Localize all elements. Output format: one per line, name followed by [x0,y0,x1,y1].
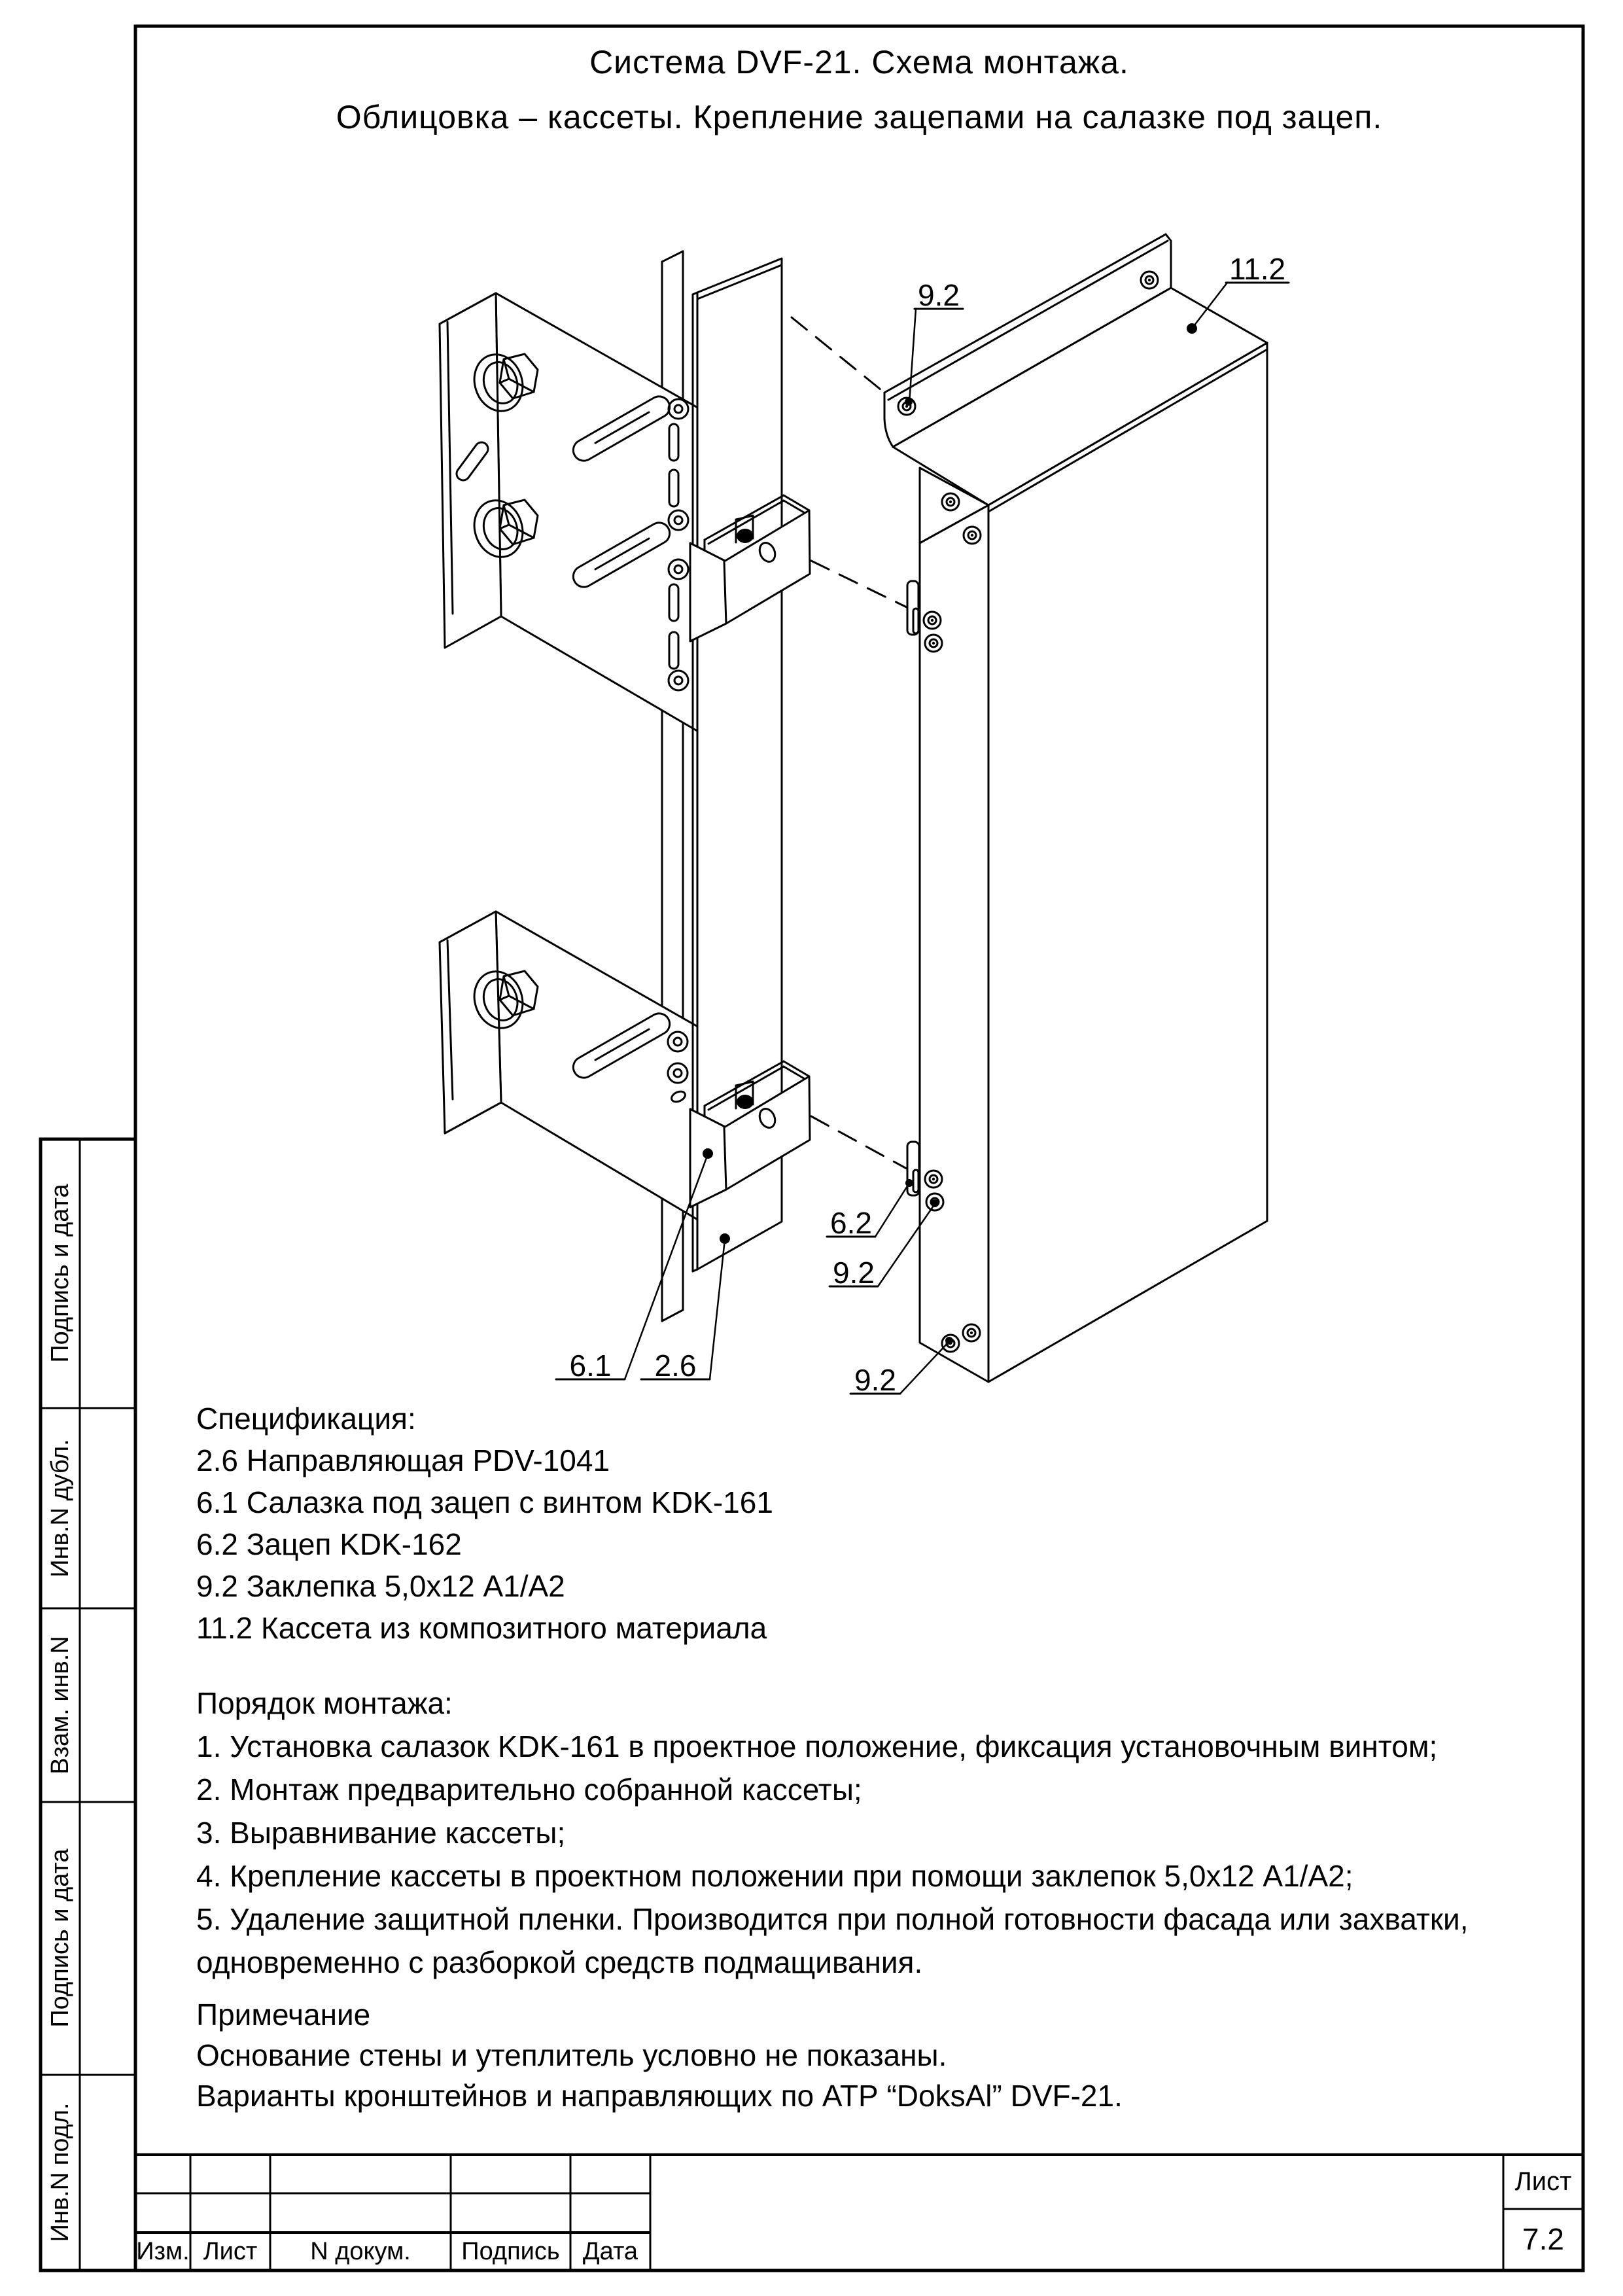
titleblock-col-izm: Изм. [136,2238,190,2265]
titleblock-col-ndokum: N докум. [310,2238,411,2265]
projection-lines [792,317,907,1169]
callout-rivet-bottom: 9.2 [854,1363,896,1397]
titleblock-sheet-label: Лист [1514,2167,1572,2196]
margin-label-signature-date-2: Подпись и дата [46,1848,74,2028]
bracket-upper [440,293,720,744]
callout-sled: 6.1 [569,1349,612,1383]
hook-upper [907,581,918,635]
titleblock-col-podpis: Подпись [461,2238,560,2265]
specification-item: 2.6 Направляющая PDV-1041 [196,1443,610,1477]
bracket-lower [440,911,720,1233]
cassette [884,234,1267,1382]
assembly-heading: Порядок монтажа: [196,1686,453,1720]
assembly-step: 3. Выравнивание кассеты; [196,1816,566,1850]
notes-block [196,1994,1123,2116]
sheet-title-line2: Облицовка – кассеты. Крепление зацепами на салазке под зацеп. [336,99,1383,135]
specification-heading: Спецификация: [196,1402,416,1436]
specification-block [196,1398,773,1649]
margin-label-inv-podl: Инв.N подл. [46,2102,74,2242]
callout-hook: 6.2 [830,1206,872,1240]
specification-item: 9.2 Заклепка 5,0х12 А1/А2 [196,1569,565,1603]
assembly-order-block [196,1682,1567,1984]
assembly-step: 1. Установка салазок KDK-161 в проектное положение, фиксация установочным винтом; [196,1729,1438,1763]
specification-item: 6.1 Салазка под зацеп с винтом KDK-161 [196,1485,773,1519]
assembly-step: 5. Удаление защитной пленки. Производится при полной готовности фасада или захватки, одновременно с разборкой средств подмащивания. [196,1902,1469,1979]
specification-item: 11.2 Кассета из композитного материала [196,1611,767,1645]
titleblock-col-data: Дата [582,2238,638,2265]
hook-lower [907,1142,919,1195]
specification-item: 6.2 Зацеп KDK-162 [196,1527,462,1561]
margin-label-inv-dubl: Инв.N дубл. [46,1439,74,1578]
callout-rivet-mid: 9.2 [833,1256,875,1290]
notes-line: Основание стены и утеплитель условно не показаны. [196,2038,947,2072]
titleblock-col-list: Лист [203,2238,258,2265]
callout-rivet-top: 9.2 [918,278,960,312]
callout-rail: 2.6 [654,1349,697,1383]
notes-line: Варианты кронштейнов и направляющих по АТР “DoksAl” DVF-21. [196,2079,1123,2113]
titleblock-sheet-number: 7.2 [1522,2222,1564,2256]
assembly-step: 2. Монтаж предварительно собранной кассеты; [196,1773,862,1807]
margin-label-vzam-inv: Взам. инв.N [46,1636,74,1775]
margin-label-signature-date-1: Подпись и дата [46,1184,74,1363]
sheet-title-line1: Система DVF-21. Схема монтажа. [589,44,1129,80]
callout-cassette: 11.2 [1229,252,1286,286]
notes-heading: Примечание [196,1998,371,2032]
assembly-step: 4. Крепление кассеты в проектном положении при помощи заклепок 5,0х12 А1/А2; [196,1859,1353,1893]
